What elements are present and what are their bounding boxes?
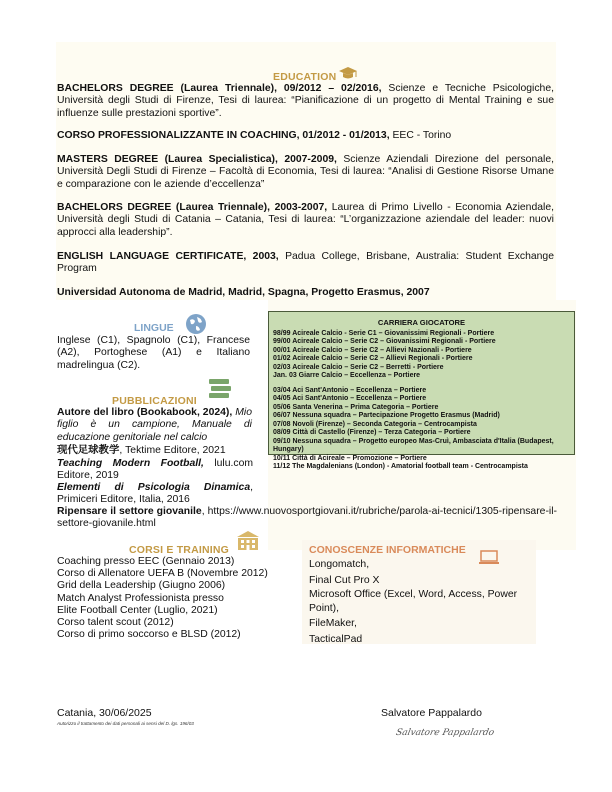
career-item: 00/01 Acireale Calcio – Serie C2 – Allievi Nazionali - Portiere [273,346,472,354]
signature: Salvatore Pappalardo [394,728,496,738]
courses-title: CORSI E TRAINING [129,544,230,556]
list-item: Elite Football Center (Luglio, 2021) [57,604,218,616]
education-entry: BACHELORS DEGREE (Laurea Triennale), 09/2012 – 02/2016, Scienze e Tecniche Psicologiche, Università degli Studi di Firenze, Tesi di laurea: “Pianificazione di un progetto di Mental Training e sue influenze sulle prestazioni sportive”. [57,83,554,119]
education-entry: CORSO PROFESSIONALIZZANTE IN COACHING, 01/2012 - 01/2013, EEC - Torino [57,130,452,141]
list-item: Final Cut Pro X [309,574,380,586]
education-title: EDUCATION [273,71,337,83]
publication-entry: Elementi di Psicologia Dinamica, Primiceri Editore, Italia, 2016 [57,482,253,506]
list-item: Match Analyst Professionista presso [57,592,224,604]
education-entry: MASTERS DEGREE (Laurea Specialistica), 2007-2009, Scienze Aziendali Direzione del personale, Università Degli Studi di Firenze – Facoltà di Economia, Tesi di laurea: “Analisi di Gestione Risorse Umane e comparazione con le aziende d’eccellenza” [57,154,554,190]
career-item: 03/04 Aci Sant'Antonio – Eccellenza – Portiere [273,386,427,394]
it-skills-title: CONOSCENZE INFORMATICHE [309,544,466,556]
list-item: Corso talent scout (2012) [57,617,174,629]
career-item: 09/10 Nessuna squadra – Progetto europeo Mas-Cruì, Ambasciata d'Italia (Budapest, Hungary) [273,437,554,453]
education-entry: BACHELORS DEGREE (Laurea Triennale), 2003-2007, Laurea di Primo Livello - Economia Aziendale, Università degli Studi di Catania – Catania, Tesi di laurea: “L’organizzazione aziendale del leader: nuovi approcci alla leadership”. [57,202,554,238]
list-item: TacticalPad [309,633,363,645]
list-item: FileMaker, [309,618,357,629]
publication-entry: Teaching Modern Football, lulu.com Editore, 2019 [57,458,254,482]
career-item: 01/02 Acireale Calcio – Serie C2 – Allievi Regionali - Portiere [273,355,473,362]
publications-title: PUBBLICAZIONI [112,395,197,407]
languages-text: Inglese (C1), Spagnolo (C1), Francese (A2), Portoghese (A1) e Italiano madrelingua (C2). [57,335,250,371]
globe-icon [184,312,208,336]
list-item: Corso di primo soccorso e BLSD (2012) [57,629,241,641]
it-skills-list [309,557,534,647]
graduation-cap-icon [338,66,358,80]
list-item: Coaching presso EEC (Gennaio 2013) [57,556,235,567]
career-item: 99/00 Acireale Calcio – Serie C2 – Giovanissimi Regionali - Portiere [273,338,496,345]
career-item: 04/05 Aci Sant'Antonio – Eccellenza – Portiere [273,395,427,402]
place-date: Catania, 30/06/2025 [57,707,152,719]
education-entry: ENGLISH LANGUAGE CERTIFICATE, 2003, Padua College, Brisbane, Australia: Student Exchange Program [57,251,554,275]
career-item: 07/08 Novoli (Firenze) – Seconda Categoria – Centrocampista [273,420,477,428]
building-icon [235,530,261,552]
career-item: 08/09 Città di Castello (Firenze) – Terza Categoria – Portiere [273,429,471,436]
privacy-note: Autorizzo il trattamento dei dati personali ai sensi del D. lgs. 196/03 [57,721,194,726]
list-item: Grid della Leadership (Giugno 2006) [57,580,226,592]
publication-entry: Ripensare il settore giovanile, https://www.nuovosportgiovani.it/rubriche/parola-ai-tecnici/1305-ripensare-il-settore-giovanile.html [57,506,557,530]
career-title: CARRIERA GIOCATORE [377,318,466,327]
career-item: 98/99 Acireale Calcio - Serie C1 – Giovanissimi Regionali - Portiere [273,329,495,337]
career-item: 10/11 Città di Acireale – Promozione – Portiere [273,454,427,462]
education-entry: Universidad Autonoma de Madrid, Madrid, Spagna, Progetto Erasmus, 2007 [57,287,430,298]
signer-name: Salvatore Pappalardo [381,707,482,719]
career-item: Jan. 03 Giarre Calcio – Eccellenza – Portiere [273,372,421,379]
publication-link[interactable]: , https://www.nuovosportgiovani.it/rubriche/parola-ai-tecnici/1305-ripensare-il-settore-giovanile.html [57,506,557,530]
career-item: 11/12 The Magdalenians (London) - Amatorial football team - Centrocampista [273,463,528,470]
courses-list [57,556,297,641]
career-item: 05/06 Santa Venerina – Prima Categoria – Portiere [273,403,439,411]
list-item: Microsoft Office (Excel, Word, Access, Power Point), [309,589,518,614]
list-item: Longomatch, [309,559,370,570]
languages-title: LINGUE [134,322,174,334]
publication-entry: Autore del libro (Bookabook, 2024), Mio figlio è un campione, Manuale di educazione genitoriale nel calcio [57,407,253,443]
books-icon [207,377,233,401]
list-item: Corso di Allenatore UEFA B (Novembre 2012) [57,568,268,580]
career-box [268,311,575,470]
career-item: 02/03 Acireale Calcio – Serie C2 – Berretti - Portiere [273,363,444,371]
career-item: 06/07 Nessuna squadra – Partecipazione Progetto Erasmus (Madrid) [273,412,500,419]
publication-entry: 现代足球教学, Tektime Editore, 2021 [57,445,226,456]
